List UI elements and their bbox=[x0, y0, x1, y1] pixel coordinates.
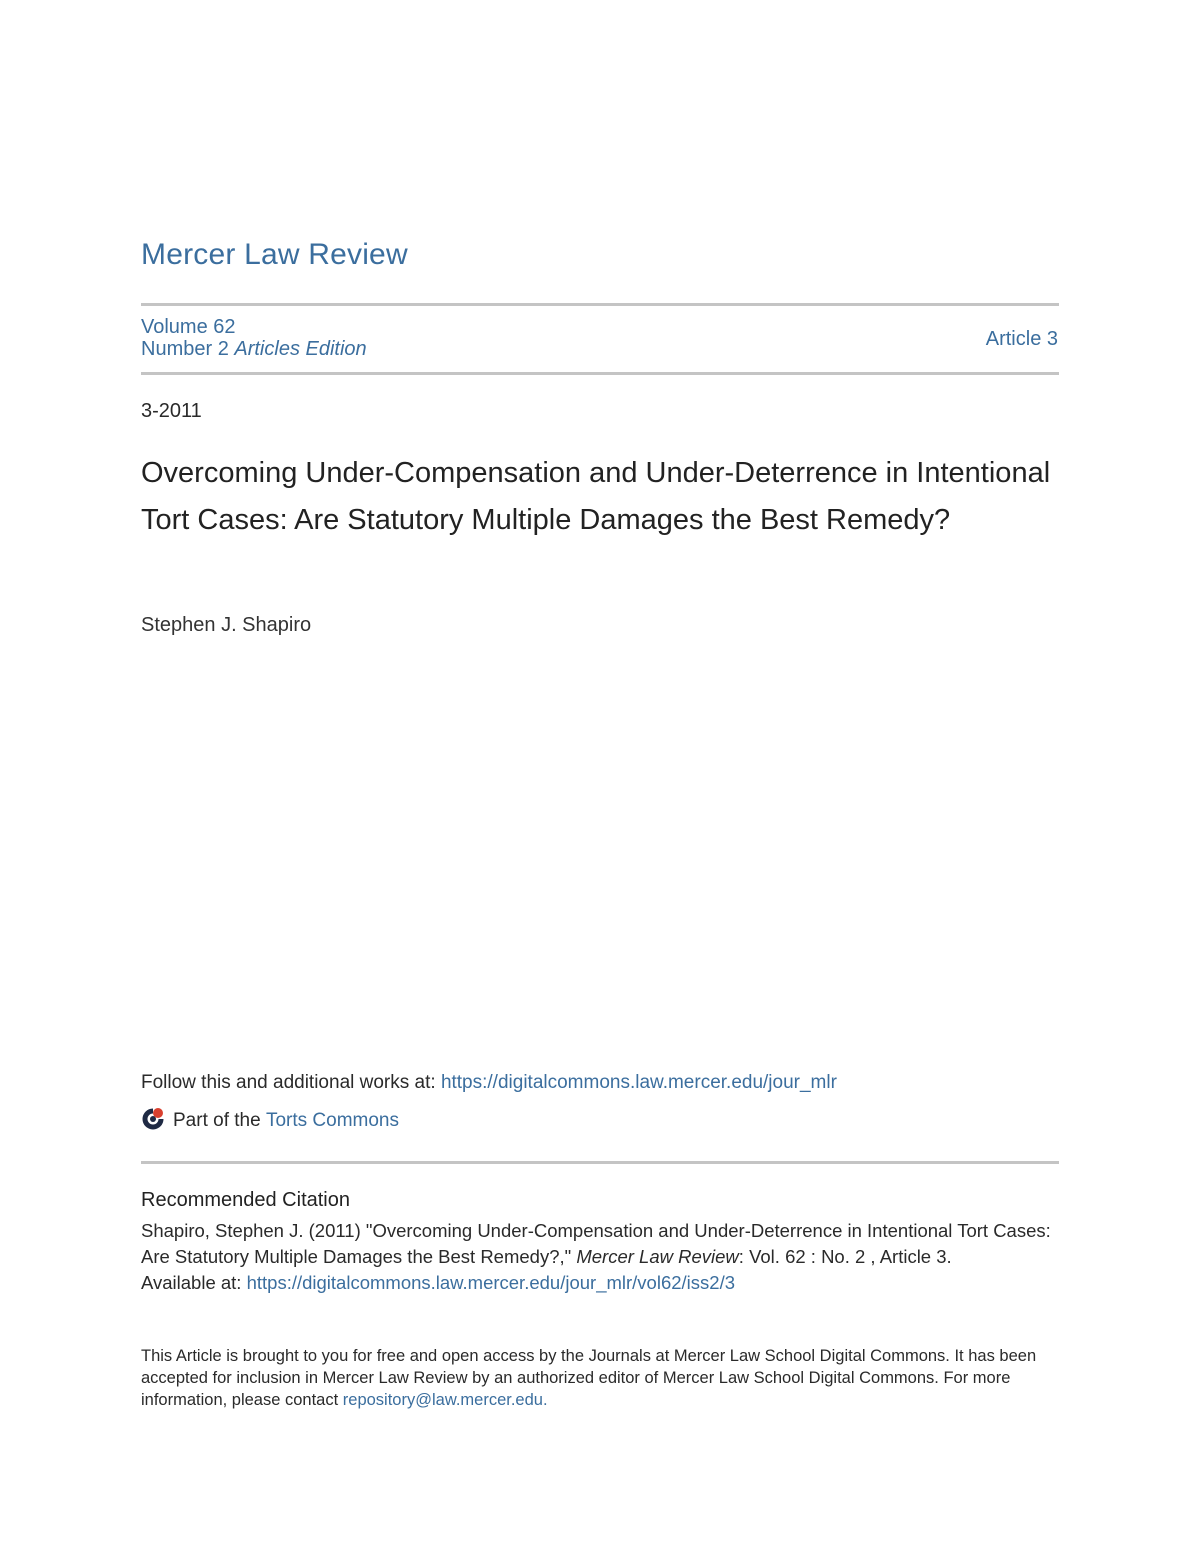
part-of-line bbox=[141, 1105, 399, 1137]
contact-email-link[interactable]: repository@law.mercer.edu. bbox=[342, 1391, 548, 1409]
author-name[interactable]: Stephen J. Shapiro bbox=[141, 614, 312, 636]
part-of-prefix: Part of the bbox=[173, 1110, 261, 1131]
recommended-citation-heading: Recommended Citation bbox=[141, 1189, 350, 1211]
citation-journal: Mercer Law Review bbox=[576, 1246, 739, 1267]
article-number-link[interactable]: Article 3 bbox=[985, 328, 1058, 350]
journal-name-link[interactable]: Mercer Law Review bbox=[141, 238, 408, 271]
follow-line bbox=[141, 1072, 837, 1094]
citation-body: Shapiro, Stephen J. (2011) "Overcoming Under-Compensation and Under-Deterrence in Intentional Tort Cases: Are Statutory Multiple Damages the Best Remedy?," bbox=[141, 1220, 1051, 1267]
notice-text: This Article is brought to you for free and open access by the Journals at Mercer Law School Digital Commons. It has been accepted for inclusion in Mercer Law Review by an authorized editor of Mercer Law School Digital Commons. For more information, please contact bbox=[141, 1347, 1037, 1409]
follow-prefix: Follow this and additional works at: bbox=[141, 1072, 441, 1093]
citation-url-link[interactable]: https://digitalcommons.law.mercer.edu/jour_mlr/vol62/iss2/3 bbox=[246, 1272, 736, 1293]
publication-date: 3-2011 bbox=[141, 400, 202, 422]
header-rule-bottom bbox=[141, 372, 1059, 375]
volume-link[interactable]: Volume 62 bbox=[141, 316, 236, 338]
follow-url-link[interactable]: https://digitalcommons.law.mercer.edu/jour_mlr bbox=[440, 1072, 837, 1093]
access-notice bbox=[141, 1345, 1041, 1411]
number-label[interactable]: Number 2 bbox=[141, 338, 229, 360]
article-title: Overcoming Under-Compensation and Under-Deterrence in Intentional Tort Cases: Are Statutory Multiple Damages the Best Remedy? bbox=[141, 457, 1051, 536]
edition-label[interactable]: Articles Edition bbox=[234, 338, 367, 360]
citation-rule bbox=[141, 1161, 1059, 1164]
citation-volume: : Vol. 62 : No. 2 , Article 3. bbox=[738, 1246, 952, 1267]
citation-text bbox=[141, 1218, 1061, 1296]
volume-issue-info[interactable] bbox=[141, 316, 367, 360]
torts-commons-link[interactable]: Torts Commons bbox=[265, 1110, 399, 1131]
available-prefix: Available at: bbox=[141, 1272, 247, 1293]
network-icon bbox=[141, 1105, 173, 1137]
header-rule-top bbox=[141, 303, 1059, 306]
